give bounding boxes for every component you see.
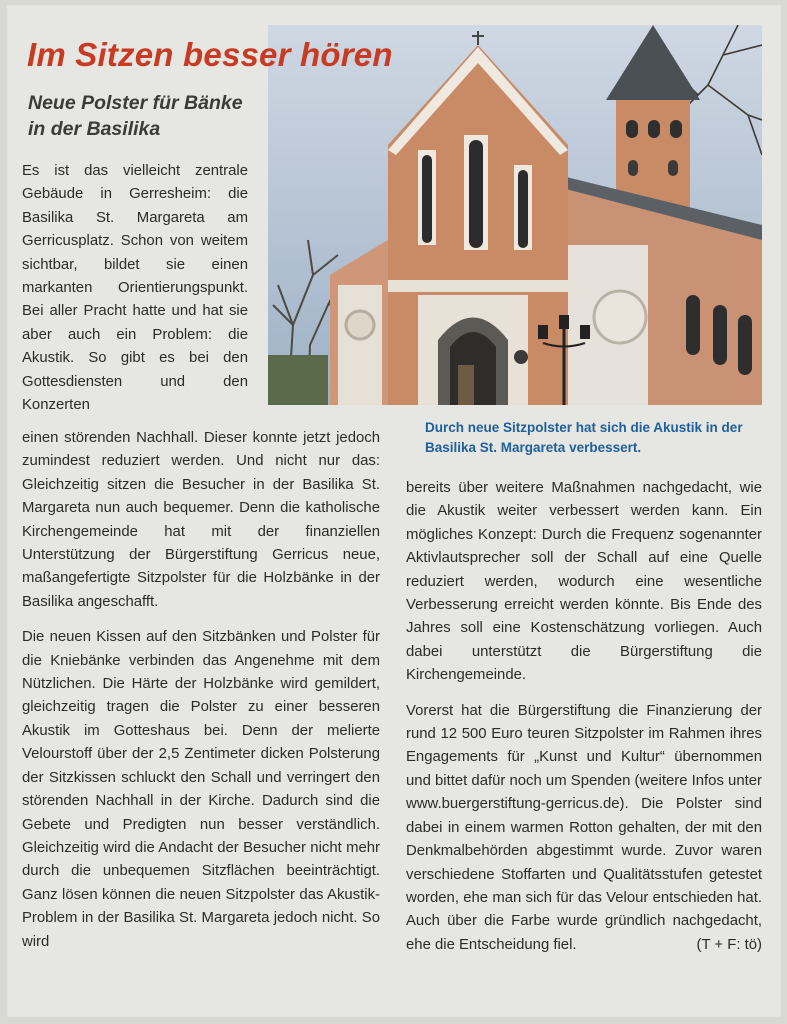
article-headline: Im Sitzen besser hören — [27, 36, 393, 73]
paragraph-3: bereits über weitere Maßnahmen nachgedacht, wie die Akustik weiter verbessert werden kann. Ein mögliches Konzept: Durch die Frequenz sogenannter Aktivlautsprecher soll der Schall auf eine Quelle reduziert werden, wodurch eine wesentliche Verbesserung erreicht werden könnte. Bis Ende des Jahres soll eine Kostenschätzung vorliegen. Auch dabei unterstützt die Bürgerstiftung die Kirchengemeinde. — [406, 480, 762, 684]
subheadline-line-2: in der Basilika — [28, 118, 161, 140]
article-subheadline — [28, 90, 288, 142]
paragraph-intro: Es ist das vielleicht zentrale Gebäude in Gerresheim: die Basilika St. Margareta am Gerricusplatz. Schon von weitem sichtbar, bildet sie einen markanten Orientierungspunkt. Bei aller Pracht hatte und hat sie aber auch ein Problem: die Akustik. So gibt es bei den Gottesdiensten und den Konzerten — [22, 163, 248, 414]
photo-caption: Durch neue Sitzpolster hat sich die Akustik in der Basilika St. Margareta verbessert. — [425, 420, 743, 455]
basilica-photo — [268, 25, 762, 405]
paragraph-4 — [406, 700, 762, 957]
column-1 — [22, 427, 380, 954]
column-1-top — [22, 160, 248, 417]
paragraph-1-continued: einen störenden Nachhall. Dieser konnte jetzt jedoch zumindest reduziert werden. Und nicht nur das: Gleichzeitig sitzen die Besucher in der Basilika St. Margareta nun auch bequemer. Denn die katholische Kirchengemeinde hat mit der finanziellen Unterstützung der Bürgerstiftung Gerricus neue, maßangefertigte Sitzpolster für die Holzbänke in der Basilika angeschafft. — [22, 430, 380, 610]
paragraph-2: Die neuen Kissen auf den Sitzbänken und Polster für die Kniebänke verbinden das Angenehme mit dem Nützlichen. Die Härte der Holzbänke wird gemildert, gleichzeitig tragen die Polster zu einer besseren Akustik im Gotteshaus bei. Denn der melierte Velourstoff über der 2,5 Zentimeter dicken Polsterung der Sitzkissen schluckt den Schall und verringert den störenden Nachhall in der Kirche. Dadurch sind die Gebete und Predigten nun besser verständlich. Gleichzeitig wird die Andacht der Besucher nicht mehr durch die unbequemen Sitzflächen beeinträchtigt. Ganz lösen können die neuen Sitzpolster das Akustik-Problem in der Basilika St. Margareta jedoch nicht. So wird — [22, 629, 380, 950]
paragraph-4-text: Vorerst hat die Bürgerstiftung die Finanzierung der rund 12 500 Euro teuren Sitzpolster im Rahmen ihres Engagements für „Kunst und Kultur“ übernommen und bittet dafür noch um Spenden (weitere Infos unter www.buergerstiftung-gerricus.de). Die Polster sind dabei in einem warmen Rotton gehalten, der mit den Denkmalbehörden abgestimmt wurde. Zuvor waren verschiedene Stoffarten und Qualitätsstufen getestet worden, ehe man sich für das Velour entschieden hat. Auch über die Farbe wurde gründlich nachgedacht, ehe die Entscheidung fiel. — [406, 702, 762, 953]
author-credit: (T + F: tö) — [696, 936, 762, 953]
column-2 — [406, 477, 762, 957]
subheadline-line-1: Neue Polster für Bänke — [28, 92, 243, 114]
